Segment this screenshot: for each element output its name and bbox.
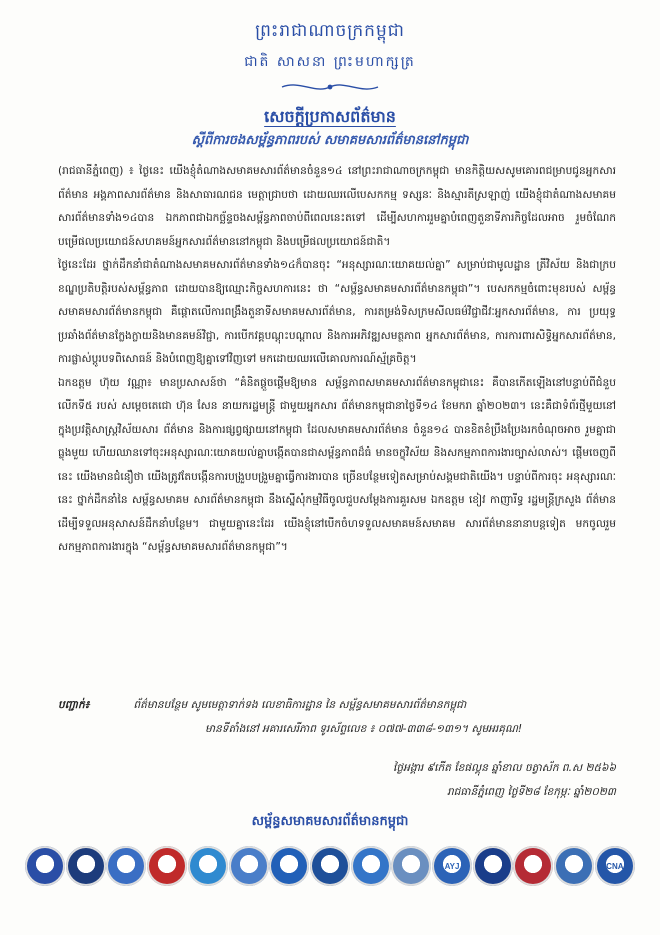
signatory-alliance: សម្ព័ន្ធសមាគមសារព័ត៌មានកម្ពុជា — [251, 814, 409, 829]
document-subtitle: ស្តីពីការចងសម្ព័ន្ធភាពរបស់ សមាគមសារព័ត៌មាននៅកម្ពុជា — [191, 133, 469, 148]
paragraph-quote: ឯកឧត្តម ហ៊ុយ វណ្ណា៖ មានប្រសាសន៍ថា “គំនិតផ្តួចផ្តើមឱ្យមាន សម្ព័ន្ធភាពសមាគមសារព័ត៌មានកម្ពុជានេះ គឺបានកើតឡើងនៅបន្ទាប់ពីជំនួបលើកទី៥ របស់ សម្តេចតេជោ ហ៊ុន សែន នាយករដ្ឋមន្រ្តី ជាមួយអ្នកសារ ព័ត៌មានកម្ពុជានាថ្ងៃទី១៤ ខែមករា ឆ្នាំ២០២៣។ នេះគឺជាទំព័រថ្មីមួយនៅក្នុងប្រវត្តិសាស្រ្តវិស័យសារ ព័ត៌មាន និងការផ្សព្វផ្សាយនៅកម្ពុជា ដែលសមាគមសារព័ត៌មាន ចំនួន១៤ បានខិតខំប្រឹងប្រែងរកចំណុចអាច រួមគ្នាជាធ្លុងមួយ ហើយឈានទៅចុះអនុស្សារណៈយោគយល់គ្នាបង្កើតបានជាសម្ព័ន្ធភាពដ៏ធំ មានចក្ខុវិស័យ និងសកម្មភាពការងារច្បាស់លាស់។ ផ្តើមចេញពីនេះ យើងមានជំនឿថា យើងត្រូវតែបង្កើនការបង្រួបបង្រួមគ្នាធ្វើការងារបាន ច្រើនបន្ថែមទៀតសម្រាប់សង្គមជាតិយើង។ បន្ទាប់ពីការចុះ អនុស្សារណៈនេះ ថ្នាក់ដឹកនាំនៃ សម្ព័ន្ធសមាគម សារព័ត៌មានកម្ពុជា នឹងស្នើសុំកម្មវិធីចូលជួបសម្តែងការគួរសម ឯកឧត្តម ខៀវ កាញារីទ្ធ រដ្ឋមន្រ្តីក្រសួង ព័ត៌មាន ដើម្បីទទួលអនុសាសន៍ដឹកនាំបន្ថែម។ ជាមួយគ្នានេះដែរ យើងខ្ញុំនៅបើកចំហទទួលសមាគមន៍សមាគម សារព័ត៌មាននានាបន្តទៀត មកចូលរួមសកម្មភាពការងារក្នុង “សម្ព័ន្ធសមាគមសារព័ត៌មានកម្ពុជា”។ — [58, 376, 616, 553]
member-logo-icon — [391, 846, 431, 886]
member-logo-icon — [269, 846, 309, 886]
contact-note — [58, 693, 616, 741]
member-logo-icon — [66, 846, 106, 886]
member-logo-label: CNA — [606, 861, 624, 871]
member-logo-icon — [554, 846, 594, 886]
document-body — [58, 160, 616, 560]
member-logo-icon — [188, 846, 228, 886]
paragraph-intro: (រាជធានីភ្នំពេញ) ៖ ថ្ងៃនេះ យើងខ្ញុំតំណាងសមាគមសារព័ត៌មានចំនួន១៤ នៅព្រះរាជាណាចក្រកម្ពុជា មានកិត្តិយសសូមគោរពជម្រាបជូនអ្នកសារព័ត៌មាន អង្គភាពសារព័ត៌មាន និងសាធារណជន មេត្តាជ្រាបថា ដោយឈរលើបេសកកម្ម ទស្សនៈ និងស្មារតីស្រឡាញ់ យើងខ្ញុំជាតំណាងសមាគមសារព័ត៌មានទាំង១៤បាន ឯកភាពជាឯកច្ឆ័ន្ទចងសម្ព័ន្ធភាពចាប់ពីពេលនេះតទៅ ដើម្បីសហការរួមគ្នាបំពេញតួនាទីភារកិច្ចដែលអាច រួមចំណែកបម្រើផលប្រយោជន៍សហគមន៍អ្នកសារព័ត៌មាននៅកម្ពុជា និងបម្រើផលប្រយោជន៍ជាតិ។ — [58, 165, 616, 248]
member-logo-icon — [147, 846, 187, 886]
member-logo-label: AYJ — [444, 861, 460, 871]
member-logo-icon — [25, 846, 65, 886]
member-logo-icon — [351, 846, 391, 886]
note-label: បញ្ជាក់៖ — [58, 699, 90, 711]
paragraph-memorandum: ថ្ងៃនេះដែរ ថ្នាក់ដឹកនាំជាតំណាងសមាគមសារព័ត៌មានទាំង១៤ក៏បានចុះ “អនុស្សារណៈយោគយល់គ្នា” សម្រាប់ជាមូលដ្ឋាន ត្រីវិស័យ និងជាក្របខណ្ឌប្រតិបត្តិរបស់សម្ព័ន្ធភាព ដោយបានឱ្យឈ្មោះកិច្ចសហការនេះ ថា “សម្ព័ន្ធសមាគមសារព័ត៌មានកម្ពុជា”។ បេសកកម្មចំពោះមុខរបស់ សម្ព័ន្ធសមាគមសារព័ត៌មានកម្ពុជា គឺផ្តោតលើការពង្រឹងតួនាទីសមាគមសារព័ត៌មាន, ការតម្រង់ទិសក្រមសីលធម៌វិជ្ជាជីវៈអ្នកសារព័ត៌មាន, ការ ប្រយុទ្ធប្រឆាំងព័ត៌មានក្លែងក្លាយនិងមានគមន៍វិជ្ជា, ការបើកវគ្គបណ្តុះបណ្តាល និងការអភិវឌ្ឍសមត្ថភាព អ្នកសារព័ត៌មាន, ការការពារសិទ្ធិអ្នកសារព័ត៌មាន, ការផ្លាស់ប្តូរបទពិសោធន៍ និងបំពេញឱ្យគ្នាទៅវិញទៅ មកដោយឈរលើគោលការណ៍ស្ម័គ្រចិត្ត។ — [58, 259, 616, 365]
note-line-1: ព័ត៌មានបន្ថែម សូមមេត្តាទាក់ទង លេខាធិការដ្ឋាន នៃ សម្ព័ន្ធសមាគមសារព័ត៌មានកម្ពុជា — [133, 699, 467, 711]
note-line-2: មានទីតាំងនៅ អគារសេរីភាព ទូរស័ព្ទលេខ ៖ ០៧៧-៣៣៨-១៣១។ សូមអរគុណ! — [205, 723, 523, 735]
member-logo-icon — [229, 846, 269, 886]
kingdom-header: ព្រះរាជាណាចក្រកម្ពុជា — [255, 21, 405, 41]
member-logo-icon — [310, 846, 350, 886]
member-logos-row — [25, 843, 635, 889]
ornament-divider-icon — [280, 78, 380, 96]
member-logo-icon — [432, 846, 472, 886]
lunar-date: ថ្ងៃអង្គារ ៩កើត ខែផល្គុន ឆ្នាំខាល ចត្វាស័ក ព.ស ២៥៦៦ — [393, 762, 616, 774]
document-title: សេចក្តីប្រកាសព័ត៌មាន — [264, 107, 396, 126]
member-logo-icon — [513, 846, 553, 886]
member-logo-icon — [106, 846, 146, 886]
member-logo-icon — [473, 846, 513, 886]
solar-date: រាជធានីភ្នំពេញ ថ្ងៃទី២៨ ខែកុម្ភៈ ឆ្នាំ២០២៣ — [446, 786, 616, 798]
national-motto: ជាតិ សាសនា ព្រះមហាក្សត្រ — [244, 54, 416, 70]
member-logo-icon — [595, 846, 635, 886]
